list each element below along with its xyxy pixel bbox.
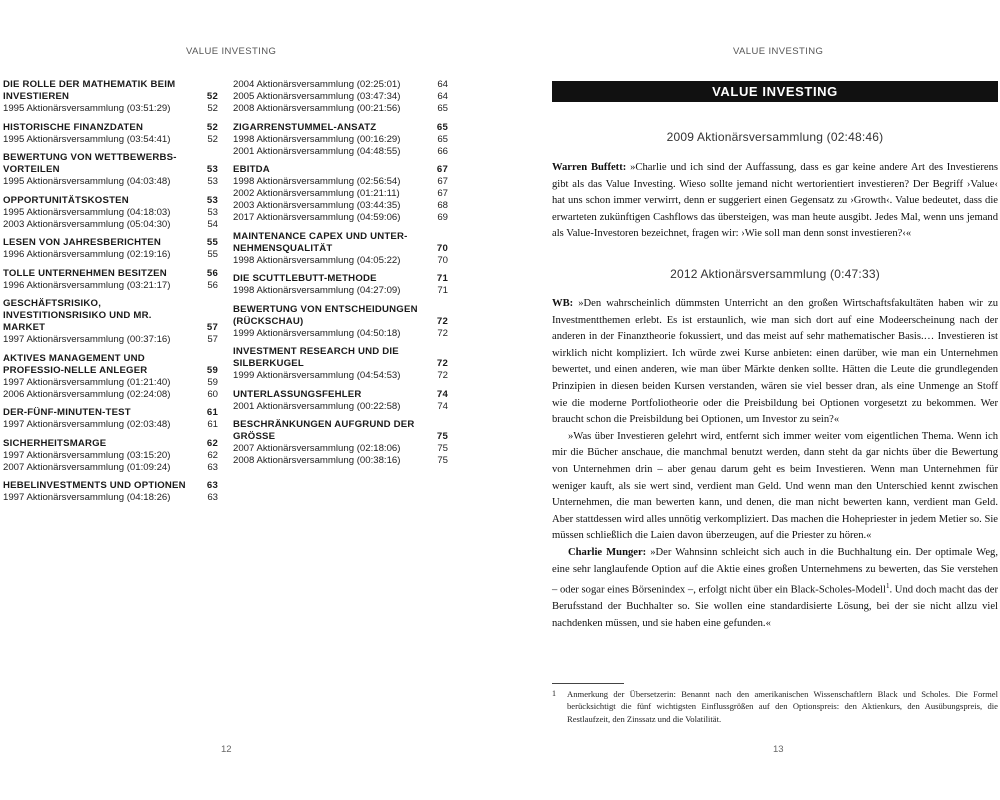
speaker-name: Warren Buffett: bbox=[552, 162, 627, 173]
toc-heading-page: 75 bbox=[436, 431, 448, 442]
toc-entry-title: 2005 Aktionärsversammlung (03:47:34) bbox=[233, 91, 401, 102]
toc-entry-page: 65 bbox=[437, 133, 448, 145]
toc-entry[interactable] bbox=[233, 455, 448, 467]
toc-entry-title: 1999 Aktionärsversammlung (04:50:18) bbox=[233, 327, 401, 339]
quote-block bbox=[552, 160, 998, 243]
toc-heading-title: TOLLE UNTERNEHMEN BESITZEN bbox=[3, 267, 167, 279]
toc-section bbox=[233, 164, 448, 224]
speaker-name: WB: bbox=[552, 298, 574, 309]
footnote bbox=[552, 688, 998, 725]
toc-entry-title: 2004 Aktionärsversammlung (02:25:01) bbox=[233, 79, 401, 90]
toc-heading-page: 52 bbox=[206, 121, 218, 133]
toc-heading-title: EBITDA bbox=[233, 164, 270, 175]
toc-entry[interactable] bbox=[3, 207, 218, 219]
toc-entry[interactable] bbox=[3, 334, 218, 346]
toc-heading-title: HEBELINVESTMENTS UND OPTIONEN bbox=[3, 480, 186, 491]
quote-paragraph bbox=[552, 296, 998, 429]
toc-entry-title: 1995 Aktionärsversammlung (04:18:03) bbox=[3, 206, 171, 218]
meeting-heading: 2009 Aktionärsversammlung (02:48:46) bbox=[666, 130, 884, 144]
toc-entry-page: 57 bbox=[207, 334, 218, 345]
toc-entry-title: 2002 Aktionärsversammlung (01:21:11) bbox=[233, 188, 400, 199]
toc-section bbox=[233, 389, 448, 413]
toc-entry-title: 2008 Aktionärsversammlung (00:21:56) bbox=[233, 103, 401, 114]
toc-heading-title: DIE ROLLE DER MATHEMATIK BEIM INVESTIEREN bbox=[3, 79, 176, 102]
toc-entry-page: 63 bbox=[207, 492, 218, 503]
toc-column bbox=[233, 79, 448, 474]
toc-entry-title: 1997 Aktionärsversammlung (04:18:26) bbox=[3, 492, 171, 503]
quote-paragraph: »Was über Investieren gelehrt wird, entfernt sich immer weiter vom eigentlichen Thema. Wenn ich mir die Bücher anschaue, die manchmal benutzt werden, dann steht da gar nichts über die Bewertung von Unternehmen drin – aber genau darum geht es beim Investieren. Wenn man Unternehmen für weniger kauft, als sie wert sind, verdient man Geld. Und wenn man den Unterschied kennt zwischen Unternehmen, die man bewerten kann, und denen, die man nicht bewerten kann, verdient man Geld. Aber stattdessen wird alles unnötig verkompliziert. Das machen die Hohepriester in jedem Metier so. Sie müssen schließlich die Laien davon überzeugen, auf die Priester zu hören.« bbox=[552, 430, 998, 542]
toc-entry-page: 67 bbox=[437, 176, 448, 187]
toc-entry[interactable] bbox=[233, 176, 448, 188]
toc-heading-page: 57 bbox=[206, 322, 218, 333]
toc-entry-page: 71 bbox=[437, 285, 448, 296]
toc-entry-title: 2008 Aktionärsversammlung (00:38:16) bbox=[233, 455, 401, 466]
toc-entry-page: 72 bbox=[437, 370, 448, 381]
toc-section bbox=[3, 79, 218, 115]
toc-entry-page: 56 bbox=[207, 279, 218, 291]
toc-heading-page: 74 bbox=[436, 388, 448, 400]
speaker-name: Charlie Munger: bbox=[568, 546, 647, 558]
toc-entry-page: 52 bbox=[207, 103, 218, 114]
toc-heading-page: 63 bbox=[206, 480, 218, 491]
toc-section bbox=[233, 231, 448, 267]
footnote-reference[interactable]: 1 bbox=[885, 582, 890, 591]
quote-text: »Der Wahnsinn schleicht sich auch in die Buchhaltung ein. Der optimale Weg, eine sehr langlaufende Option auf die Aktie eines großen Unternehmens zu bewerten, das Sie verstehen – oder sogar eines Börsenindex –, erfolgt nicht über ein Black-Scholes-Modell bbox=[552, 546, 998, 596]
toc-entry[interactable] bbox=[3, 450, 218, 462]
footnote-text: Anmerkung der Übersetzerin: Benannt nach den amerikanischen Wissenschaftlern Black und Scholes. Die Formel berücksichtigt die fünf wichtigsten Einflussgrößen auf den Optionspreis: den Aktienkurs, den Ausübungspreis, die Restlaufzeit, den Zinssatz und die Volatilität. bbox=[567, 689, 998, 724]
toc-entry[interactable] bbox=[233, 328, 448, 340]
toc-heading[interactable] bbox=[233, 389, 448, 401]
page-number: 13 bbox=[773, 744, 784, 755]
toc-entry[interactable] bbox=[3, 249, 218, 261]
toc-entry-title: 2001 Aktionärsversammlung (00:22:58) bbox=[233, 400, 401, 412]
toc-heading[interactable] bbox=[3, 122, 218, 134]
toc-entry-title: 2003 Aktionärsversammlung (05:04:30) bbox=[3, 218, 171, 230]
footnote-divider bbox=[552, 683, 624, 684]
toc-heading-title: GESCHÄFTSRISIKO, INVESTITIONSRISIKO UND MR. MARKET bbox=[3, 298, 152, 333]
toc-section bbox=[3, 195, 218, 231]
toc-entry-page: 62 bbox=[207, 449, 218, 461]
toc-heading-title: HISTORISCHE FINANZDATEN bbox=[3, 121, 144, 133]
toc-entry-title: 2007 Aktionärsversammlung (02:18:06) bbox=[233, 443, 401, 454]
toc-entry-page: 61 bbox=[207, 419, 218, 430]
toc-heading-title: SICHERHEITSMARGE bbox=[3, 437, 107, 449]
toc-entry[interactable] bbox=[3, 134, 218, 146]
toc-entry-title: 1998 Aktionärsversammlung (00:16:29) bbox=[233, 133, 401, 145]
toc-column bbox=[3, 79, 218, 511]
toc-entry-title: 1997 Aktionärsversammlung (00:37:16) bbox=[3, 334, 171, 345]
toc-entry-page: 68 bbox=[437, 200, 448, 211]
toc-entry[interactable] bbox=[233, 370, 448, 382]
toc-heading-title: UNTERLASSUNGSFEHLER bbox=[233, 388, 362, 400]
toc-entry-page: 54 bbox=[207, 218, 218, 230]
toc-entry-page: 59 bbox=[207, 376, 218, 388]
toc-heading-title: DIE SCUTTLEBUTT-METHODE bbox=[233, 273, 377, 284]
toc-entry-page: 64 bbox=[437, 79, 448, 90]
toc-entry-title: 1998 Aktionärsversammlung (04:05:22) bbox=[233, 254, 401, 266]
toc-entry-title: 1997 Aktionärsversammlung (03:15:20) bbox=[3, 449, 171, 461]
toc-heading-title: BEWERTUNG VON WETTBEWERBS-VORTEILEN bbox=[3, 152, 177, 175]
toc-entry-page: 70 bbox=[437, 254, 448, 266]
toc-section bbox=[3, 268, 218, 292]
toc-entry-page: 55 bbox=[207, 249, 218, 260]
toc-entry-page: 67 bbox=[437, 188, 448, 199]
toc-section bbox=[233, 346, 448, 382]
toc-heading-title: ZIGARRENSTUMMEL-ANSATZ bbox=[233, 121, 377, 133]
toc-heading-page: 71 bbox=[436, 273, 448, 284]
toc-entry[interactable] bbox=[233, 212, 448, 224]
toc-section bbox=[3, 438, 218, 474]
footnote-number: 1 bbox=[552, 689, 556, 698]
toc-heading[interactable] bbox=[3, 79, 218, 103]
toc-heading-page: 62 bbox=[206, 437, 218, 449]
toc-section bbox=[233, 419, 448, 467]
toc-entry[interactable] bbox=[233, 285, 448, 297]
toc-entry-title: 1997 Aktionärsversammlung (02:03:48) bbox=[3, 419, 171, 430]
toc-entry-page: 65 bbox=[437, 103, 448, 114]
toc-entry-title: 2017 Aktionärsversammlung (04:59:06) bbox=[233, 212, 401, 223]
toc-entry[interactable] bbox=[3, 176, 218, 188]
toc-entry-title: 1998 Aktionärsversammlung (02:56:54) bbox=[233, 176, 401, 187]
toc-heading-page: 65 bbox=[436, 121, 448, 133]
toc-entry[interactable] bbox=[3, 103, 218, 115]
toc-heading[interactable] bbox=[233, 231, 448, 255]
toc-heading-title: DER-FÜNF-MINUTEN-TEST bbox=[3, 407, 131, 418]
toc-entry-page: 74 bbox=[437, 400, 448, 412]
toc-entry[interactable] bbox=[233, 200, 448, 212]
toc-heading-page: 55 bbox=[206, 237, 218, 248]
toc-heading-page: 53 bbox=[206, 164, 218, 175]
toc-entry-page: 52 bbox=[207, 133, 218, 145]
toc-entry-title: 1999 Aktionärsversammlung (04:54:53) bbox=[233, 370, 401, 381]
toc-heading[interactable] bbox=[3, 298, 218, 334]
toc-heading-page: 56 bbox=[206, 267, 218, 279]
toc-entry-page: 72 bbox=[437, 327, 448, 339]
running-head: VALUE INVESTING bbox=[733, 46, 824, 57]
toc-entry-page: 53 bbox=[207, 206, 218, 218]
toc-entry-title: 1996 Aktionärsversammlung (02:19:16) bbox=[3, 249, 171, 260]
toc-entry-title: 2001 Aktionärsversammlung (04:48:55) bbox=[233, 145, 401, 157]
toc-section bbox=[3, 480, 218, 504]
toc-entry[interactable] bbox=[233, 134, 448, 146]
toc-entry-page: 75 bbox=[437, 443, 448, 454]
right-page bbox=[500, 0, 1000, 800]
toc-heading[interactable] bbox=[3, 353, 218, 377]
toc-entry-title: 2006 Aktionärsversammlung (02:24:08) bbox=[3, 388, 171, 400]
toc-heading[interactable] bbox=[233, 273, 448, 285]
toc-entry[interactable] bbox=[233, 79, 448, 91]
toc-section bbox=[233, 304, 448, 340]
toc-entry[interactable] bbox=[233, 401, 448, 413]
toc-entry[interactable] bbox=[3, 280, 218, 292]
quote-text: »Den wahrscheinlich dümmsten Unterricht an den großen Wirtschaftsfakultäten haben wir zu Investmentthemen erlebt. Es ist erstaunlich, wie man sich dort auf eine Modeerscheinung nach der anderen in der Finanztheorie fokussiert, und das meist auf sehr mathematischer Basis.… Investieren ist wirklich nicht kompliziert. Ich würde zwei Kurse anbieten: einen darüber, wie man ein Unternehmen bewertet, und einen anderen, wie man über Märkte denken sollte. Hätten die Leute die grundlegenden Prinzipien in diesen beiden Kursen verstanden, wären sie viel besser dran, als eine Unmenge an Stoff wie die moderne Portfoliotheorie oder die Preisbildung bei Optionen vorgesetzt zu bekommen. Wer braucht schon die Preisbildung bei Optionen, um Investor zu sein?« bbox=[552, 298, 998, 426]
toc-section bbox=[233, 122, 448, 158]
toc-heading-title: BEWERTUNG VON ENTSCHEIDUNGEN (RÜCKSCHAU) bbox=[233, 303, 418, 327]
toc-entry-page: 66 bbox=[437, 145, 448, 157]
toc-heading-page: 53 bbox=[206, 194, 218, 206]
toc-heading-page: 67 bbox=[436, 164, 448, 175]
page-number: 12 bbox=[221, 744, 232, 755]
toc-entry-page: 69 bbox=[437, 212, 448, 223]
toc-heading-title: LESEN VON JAHRESBERICHTEN bbox=[3, 237, 161, 248]
toc-section bbox=[3, 152, 218, 188]
toc-section bbox=[3, 122, 218, 146]
toc-entry-title: 1997 Aktionärsversammlung (01:21:40) bbox=[3, 376, 171, 388]
toc-entry[interactable] bbox=[3, 462, 218, 474]
meeting-heading: 2012 Aktionärsversammlung (0:47:33) bbox=[670, 267, 880, 281]
toc-entry-page: 63 bbox=[207, 461, 218, 473]
toc-heading-page: 72 bbox=[436, 315, 448, 327]
toc-heading-title: BESCHRÄNKUNGEN AUFGRUND DER GRÖSSE bbox=[233, 419, 415, 442]
toc-entry[interactable] bbox=[3, 492, 218, 504]
toc-heading[interactable] bbox=[233, 164, 448, 176]
toc-heading[interactable] bbox=[3, 268, 218, 280]
toc-section bbox=[3, 353, 218, 401]
quote-paragraph bbox=[552, 160, 998, 243]
toc-entry[interactable] bbox=[233, 443, 448, 455]
toc-heading[interactable] bbox=[3, 152, 218, 176]
toc-entry[interactable] bbox=[233, 255, 448, 267]
toc-entry[interactable] bbox=[3, 219, 218, 231]
toc-heading[interactable] bbox=[233, 419, 448, 443]
toc-entry[interactable] bbox=[233, 91, 448, 103]
toc-entry-title: 2007 Aktionärsversammlung (01:09:24) bbox=[3, 461, 171, 473]
toc-heading-page: 61 bbox=[206, 407, 218, 418]
toc-heading-title: AKTIVES MANAGEMENT UND PROFESSIO-NELLE ANLEGER bbox=[3, 352, 148, 376]
toc-heading-title: OPPORTUNITÄTSKOSTEN bbox=[3, 194, 129, 206]
toc-heading-page: 70 bbox=[436, 242, 448, 254]
toc-entry-title: 1996 Aktionärsversammlung (03:21:17) bbox=[3, 279, 171, 291]
toc-section bbox=[3, 407, 218, 431]
toc-heading[interactable] bbox=[3, 237, 218, 249]
toc-heading[interactable] bbox=[233, 304, 448, 328]
toc-heading[interactable] bbox=[3, 480, 218, 492]
toc-heading-title: INVESTMENT RESEARCH UND DIE SILBERKUGEL bbox=[233, 346, 399, 369]
toc-section bbox=[233, 79, 448, 115]
toc-heading[interactable] bbox=[3, 438, 218, 450]
toc-heading-page: 59 bbox=[206, 364, 218, 376]
toc-entry-page: 64 bbox=[437, 91, 448, 102]
toc-entry-page: 75 bbox=[437, 455, 448, 466]
toc-entry[interactable] bbox=[3, 419, 218, 431]
toc-entry-title: 1995 Aktionärsversammlung (03:51:29) bbox=[3, 103, 171, 114]
section-banner: VALUE INVESTING bbox=[552, 81, 998, 102]
toc-entry[interactable] bbox=[3, 377, 218, 389]
quote-text: . Und doch macht das der Berufsstand der Buchhalter so. Sie wollen eine standardisierte Lösung, bei der sie nicht allzu viel nachdenken müssen, und sie haben eine gefunden.« bbox=[552, 584, 998, 629]
toc-heading[interactable] bbox=[3, 195, 218, 207]
toc-entry[interactable] bbox=[233, 103, 448, 115]
toc-section bbox=[233, 273, 448, 297]
toc-entry-title: 1995 Aktionärsversammlung (04:03:48) bbox=[3, 176, 171, 187]
quote-paragraph bbox=[552, 545, 998, 633]
toc-section bbox=[3, 298, 218, 346]
toc-entry-title: 1995 Aktionärsversammlung (03:54:41) bbox=[3, 133, 171, 145]
quote-block bbox=[552, 296, 998, 632]
quote-text: »Charlie und ich sind der Auffassung, dass es gar keine andere Art des Investierens gibt als das Value Investing. Wieso sollte jemand nicht wertorientiert investieren? Der Begriff ›Value‹ hat uns schon immer verwirrt, denn er suggeriert einen Gegensatz zu ›Growth‹. Value bedeutet, dass die erwarteten zukünftigen Cashflows das übersteigen, was man heute ausgibt. Jedes Mal, wenn uns jemand als Value-Investoren bezeichnet, fragen wir: ›Wie soll man denn sonst investieren?‹« bbox=[552, 162, 998, 240]
toc-entry-page: 53 bbox=[207, 176, 218, 187]
toc-entry-title: 1998 Aktionärsversammlung (04:27:09) bbox=[233, 285, 401, 296]
toc-heading-title: MAINTENANCE CAPEX UND UNTER-NEHMENSQUALITÄT bbox=[233, 230, 408, 254]
toc-entry[interactable] bbox=[233, 146, 448, 158]
toc-entry[interactable] bbox=[233, 188, 448, 200]
toc-heading-page: 52 bbox=[206, 91, 218, 102]
toc-heading[interactable] bbox=[233, 122, 448, 134]
toc-heading[interactable] bbox=[3, 407, 218, 419]
toc-section bbox=[3, 237, 218, 261]
toc-entry-page: 60 bbox=[207, 388, 218, 400]
toc-heading-page: 72 bbox=[436, 358, 448, 369]
running-head: VALUE INVESTING bbox=[186, 46, 277, 57]
toc-heading[interactable] bbox=[233, 346, 448, 370]
toc-entry[interactable] bbox=[3, 389, 218, 401]
toc-entry-title: 2003 Aktionärsversammlung (03:44:35) bbox=[233, 200, 401, 211]
